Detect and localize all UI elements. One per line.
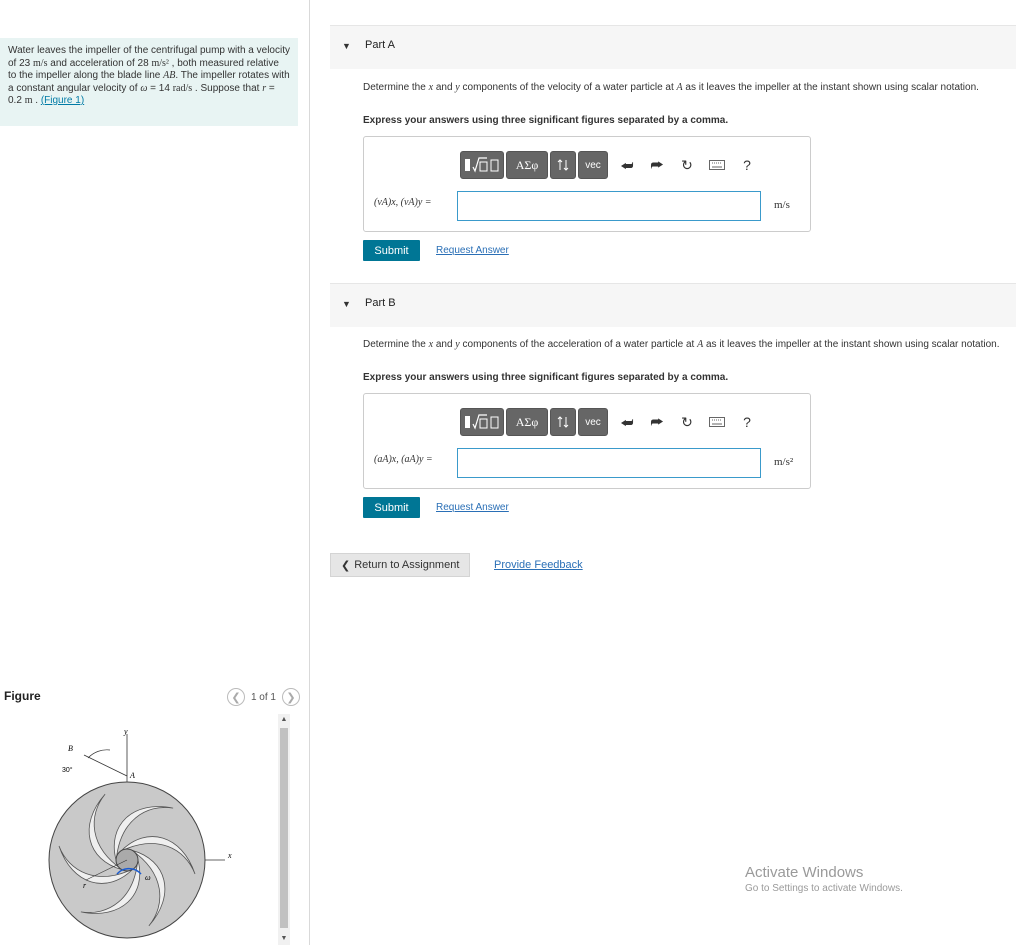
question-text: and xyxy=(433,82,456,93)
impeller-diagram xyxy=(0,714,286,945)
vec-button[interactable]: vec xyxy=(578,408,608,436)
template-button[interactable] xyxy=(460,151,504,179)
arrows-button[interactable] xyxy=(550,151,576,179)
part-a-question xyxy=(363,82,1003,93)
part-b-unit: m/s² xyxy=(774,456,794,468)
question-text: components of the velocity of a water particle at xyxy=(459,82,677,93)
part-a-header[interactable] xyxy=(330,25,1016,69)
math-symbol: A xyxy=(676,82,683,93)
label-x: x xyxy=(228,851,232,860)
part-a-unit: m/s xyxy=(774,199,790,211)
redo-icon[interactable]: ⮫ xyxy=(650,413,664,430)
problem-text: , both measured relative to the impeller along the blade line xyxy=(8,57,279,81)
part-b-answer-box xyxy=(363,393,811,489)
figure-pager xyxy=(227,688,300,706)
math-toolbar xyxy=(460,407,760,437)
math-symbol: r xyxy=(262,82,267,94)
problem-statement xyxy=(0,38,298,126)
math-symbol: y xyxy=(455,82,460,93)
figure-page-indicator: 1 of 1 xyxy=(250,691,276,703)
prev-figure-button[interactable]: ❮ xyxy=(227,688,245,706)
figure-scrollbar[interactable] xyxy=(278,714,290,945)
return-label: Return to Assignment xyxy=(354,559,460,571)
next-figure-button[interactable]: ❯ xyxy=(282,688,300,706)
template-button[interactable] xyxy=(460,408,504,436)
part-b-instruction: Express your answers using three significant figures separated by a comma. xyxy=(363,372,729,383)
label-r: r xyxy=(83,881,87,890)
part-a-answer-input[interactable] xyxy=(457,191,761,221)
watermark-line1: Activate Windows xyxy=(745,864,864,881)
label-B: B xyxy=(68,744,73,753)
math-toolbar xyxy=(460,150,760,180)
question-text: as it leaves the impeller at the instant shown using scalar notation. xyxy=(703,339,1000,350)
collapse-caret-icon[interactable]: ▼ xyxy=(342,299,351,309)
part-b-title: Part B xyxy=(365,297,396,309)
unit: m/s² xyxy=(151,57,169,69)
math-symbol: x xyxy=(428,339,434,350)
activate-windows-watermark xyxy=(745,864,903,894)
watermark-line2: Go to Settings to activate Windows. xyxy=(745,883,903,894)
help-icon[interactable]: ? xyxy=(743,157,751,173)
reset-icon[interactable]: ↻ xyxy=(681,413,693,430)
part-a-instruction: Express your answers using three significant figures separated by a comma. xyxy=(363,115,729,126)
keyboard-shape xyxy=(709,417,725,427)
reset-icon[interactable]: ↻ xyxy=(681,156,693,173)
scroll-up-arrow-icon[interactable]: ▲ xyxy=(280,716,288,723)
question-text: components of the acceleration of a water particle at xyxy=(459,339,698,350)
arrows-button[interactable] xyxy=(550,408,576,436)
part-a-answer-label: (vA)x, (vA)y = xyxy=(374,197,432,208)
part-a-answer-box xyxy=(363,136,811,232)
scroll-thumb[interactable] xyxy=(280,728,288,928)
figure-link[interactable]: (Figure 1) xyxy=(40,95,85,106)
label-angle: 30° xyxy=(62,767,73,774)
keyboard-icon[interactable] xyxy=(704,151,730,179)
part-a-submit-button[interactable]: Submit xyxy=(363,240,420,261)
return-to-assignment-button[interactable] xyxy=(330,553,470,577)
unit: rad/s xyxy=(172,82,193,94)
problem-text: = 14 xyxy=(147,82,173,94)
undo-icon[interactable]: ⮨ xyxy=(620,156,634,173)
part-a-request-answer-link[interactable]: Request Answer xyxy=(436,245,509,256)
problem-text: Water leaves the impeller of the centrifugal pump with a velocity of 23 xyxy=(8,45,290,69)
blade-line-AB xyxy=(84,755,127,776)
chevron-left-icon: ❮ xyxy=(341,559,351,572)
math-symbol: x xyxy=(428,82,434,93)
unit: m xyxy=(24,95,33,106)
part-a-title: Part A xyxy=(365,39,395,51)
math-symbol: AB xyxy=(163,70,176,81)
symbols-button[interactable]: ΑΣφ xyxy=(506,408,548,436)
label-omega: ω xyxy=(145,873,151,882)
angle-arc xyxy=(88,750,110,758)
provide-feedback-link[interactable]: Provide Feedback xyxy=(494,559,583,571)
part-b-request-answer-link[interactable]: Request Answer xyxy=(436,502,509,513)
math-symbol: ω xyxy=(140,82,148,94)
template-icon xyxy=(464,413,500,431)
help-icon[interactable]: ? xyxy=(743,414,751,430)
part-b-question xyxy=(363,339,1003,350)
part-b-header[interactable] xyxy=(330,283,1016,327)
math-symbol: A xyxy=(697,339,704,350)
figure-header xyxy=(4,688,304,708)
figure-title: Figure xyxy=(4,689,41,703)
left-panel xyxy=(0,0,310,945)
question-text: Determine the xyxy=(363,82,429,93)
unit: m/s xyxy=(33,57,48,69)
label-y: y xyxy=(124,727,128,736)
collapse-caret-icon[interactable]: ▼ xyxy=(342,41,351,51)
scroll-down-arrow-icon[interactable]: ▼ xyxy=(280,935,288,942)
question-text: as it leaves the impeller at the instant shown using scalar notation. xyxy=(682,82,979,93)
figure-viewport xyxy=(0,714,300,945)
symbols-button[interactable]: ΑΣφ xyxy=(506,151,548,179)
part-b-submit-button[interactable]: Submit xyxy=(363,497,420,518)
math-symbol: y xyxy=(455,339,460,350)
keyboard-icon[interactable] xyxy=(704,408,730,436)
template-icon xyxy=(464,156,500,174)
keyboard-shape xyxy=(709,160,725,170)
problem-text: = 0.2 xyxy=(8,82,275,106)
part-b-answer-input[interactable] xyxy=(457,448,761,478)
problem-text: . Suppose that xyxy=(192,82,263,94)
part-b-answer-label: (aA)x, (aA)y = xyxy=(374,454,433,465)
updown-arrows-icon xyxy=(556,158,570,172)
question-text: and xyxy=(433,339,456,350)
question-text: Determine the xyxy=(363,339,429,350)
redo-icon[interactable]: ⮫ xyxy=(650,156,664,173)
problem-text: and acceleration of 28 xyxy=(47,57,152,69)
vec-button[interactable]: vec xyxy=(578,151,608,179)
label-A: A xyxy=(130,771,135,780)
problem-text: . xyxy=(32,95,41,106)
problem-text: . The impeller rotates with a constant angular velocity of xyxy=(8,70,290,94)
undo-icon[interactable]: ⮨ xyxy=(620,413,634,430)
updown-arrows-icon xyxy=(556,415,570,429)
